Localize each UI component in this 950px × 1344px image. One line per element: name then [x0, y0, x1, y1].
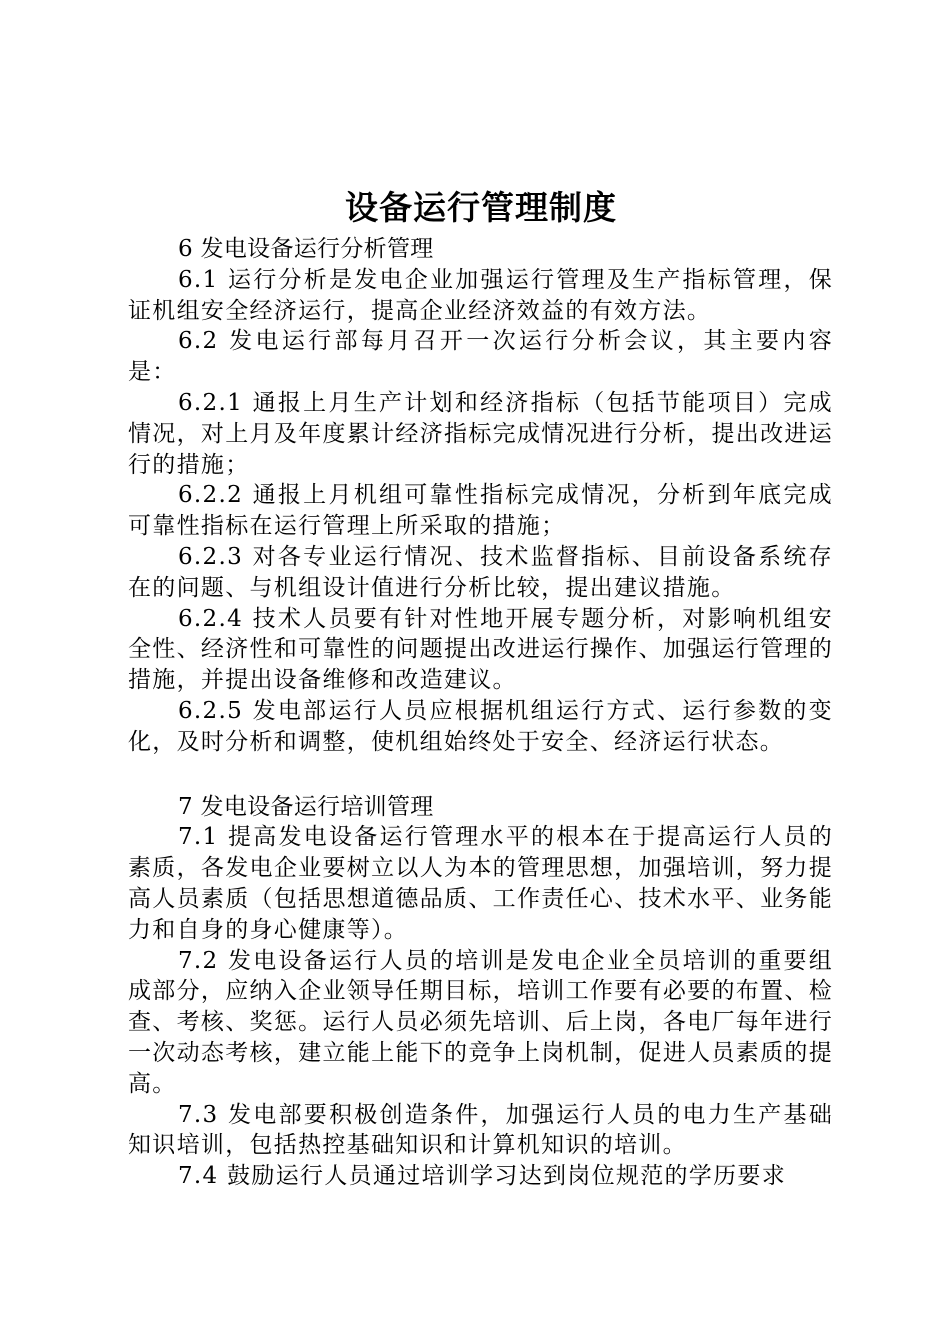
paragraph-6-2: 6.2 发电运行部每月召开一次运行分析会议，其主要内容是： — [128, 328, 833, 386]
paragraph-7-3: 7.3 发电部要积极创造条件，加强运行人员的电力生产基础知识培训，包括热控基础知识和计算机知识的培训。 — [128, 1101, 833, 1159]
paragraph-7-2: 7.2 发电设备运行人员的培训是发电企业全员培训的重要组成部分，应纳入企业领导任期目标，培训工作要有必要的布置、检查、考核、奖惩。运行人员必须先培训、后上岗，各电厂每年进行一次动态考核，建立能上能下的竞争上岗机制，促进人员素质的提高。 — [128, 947, 833, 1097]
paragraph-6-2-1: 6.2.1 通报上月生产计划和经济指标（包括节能项目）完成情况，对上月及年度累计经济指标完成情况进行分析，提出改进运行的措施； — [128, 389, 833, 478]
section-6-heading: 6 发电设备运行分析管理 — [178, 236, 434, 262]
paragraph-6-2-3: 6.2.3 对各专业运行情况、技术监督指标、目前设备系统存在的问题、与机组设计值进行分析比较，提出建议措施。 — [128, 543, 833, 601]
section-7-heading: 7 发电设备运行培训管理 — [178, 793, 434, 820]
paragraph-6-2-5: 6.2.5 发电部运行人员应根据机组运行方式、运行参数的变化，及时分析和调整，使机组始终处于安全、经济运行状态。 — [128, 697, 833, 755]
paragraph-7-1: 7.1 提高发电设备运行管理水平的根本在于提高运行人员的素质，各发电企业要树立以人为本的管理思想，加强培训，努力提高人员素质（包括思想道德品质、工作责任心、技术水平、业务能力和自身的身心健康等）。 — [128, 824, 833, 943]
paragraph-6-2-2: 6.2.2 通报上月机组可靠性指标完成情况，分析到年底完成可靠性指标在运行管理上所采取的措施； — [128, 482, 833, 540]
document-body — [128, 234, 833, 1192]
paragraph-6-1: 6.1 运行分析是发电企业加强运行管理及生产指标管理，保证机组安全经济运行，提高企业经济效益的有效方法。 — [128, 266, 833, 324]
section-spacer — [128, 758, 833, 792]
paragraph-6-2-4: 6.2.4 技术人员要有针对性地开展专题分析，对影响机组安全性、经济性和可靠性的问题提出改进运行操作、加强运行管理的措施，并提出设备维修和改造建议。 — [128, 605, 833, 694]
document-title: 设备运行管理制度 — [345, 188, 617, 227]
paragraph-7-4: 7.4 鼓励运行人员通过培训学习达到岗位规范的学历要求 — [178, 1163, 786, 1190]
